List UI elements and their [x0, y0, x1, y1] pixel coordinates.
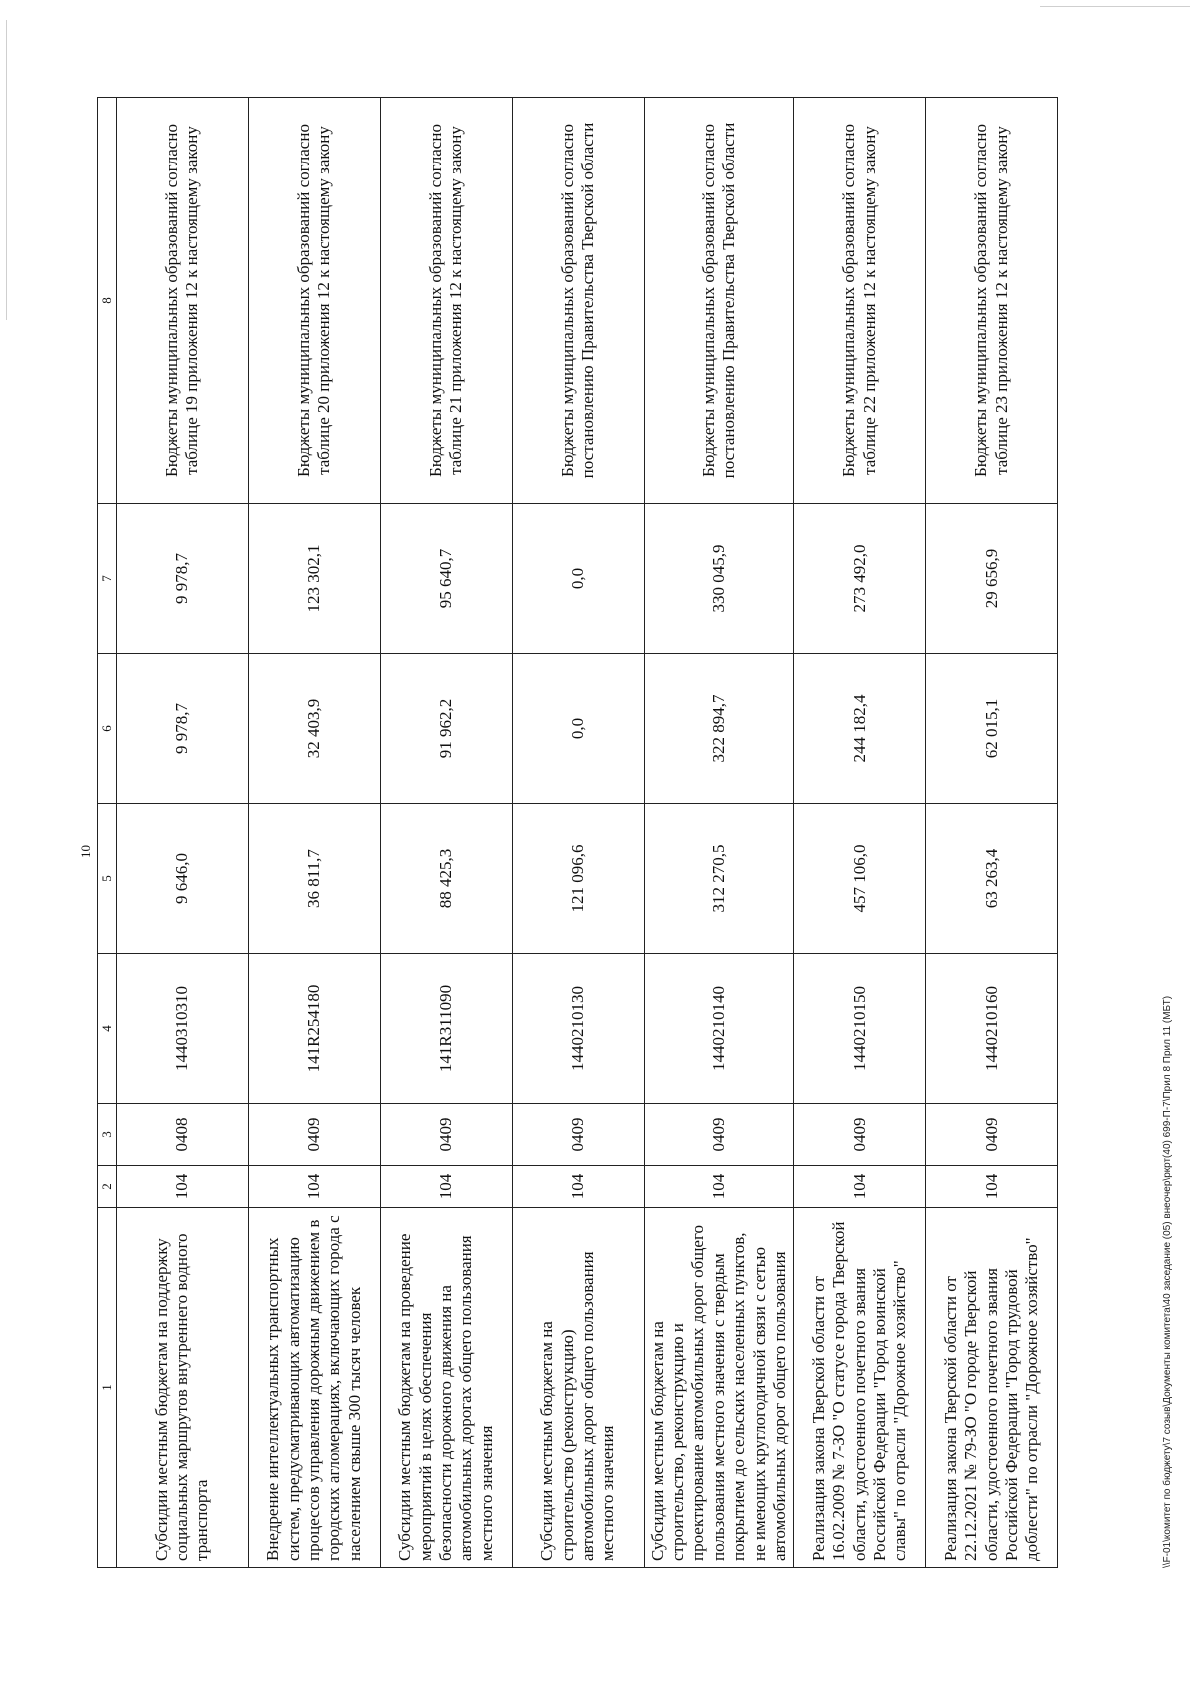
- row-name: Субсидии местным бюджетам на поддержку социальных маршрутов внутреннего водного транспорта: [116, 1208, 248, 1568]
- row-value-6: 91 962,2: [380, 654, 512, 804]
- row-code-2: 104: [248, 1166, 380, 1208]
- row-target-code: 1440210140: [644, 954, 794, 1104]
- row-value-7: 9 978,7: [116, 504, 248, 654]
- table-row: [116, 98, 248, 1568]
- row-code-3: 0409: [794, 1104, 926, 1166]
- row-value-7: 29 656,9: [926, 504, 1058, 654]
- row-value-7: 95 640,7: [380, 504, 512, 654]
- row-name: Субсидии местным бюджетам на строительство (реконструкцию) автомобильных дорог общего пользования местного значения: [512, 1208, 644, 1568]
- row-name: Реализация закона Тверской области от 16.02.2009 № 7-ЗО "О статусе города Тверской области, удостоенного почетного звания Российской Федерации "Город воинской славы" по отрасли "Дорожное хозяйство": [794, 1208, 926, 1568]
- row-target-code: 141R254180: [248, 954, 380, 1104]
- row-value-7: 330 045,9: [644, 504, 794, 654]
- row-target-code: 1440210160: [926, 954, 1058, 1104]
- row-value-7: 273 492,0: [794, 504, 926, 654]
- row-value-7: 0,0: [512, 504, 644, 654]
- row-value-6: 0,0: [512, 654, 644, 804]
- row-value-7: 123 302,1: [248, 504, 380, 654]
- row-name: Субсидии местным бюджетам на строительство, реконструкцию и проектирование автомобильных дорог общего пользования местного значения с твердым покрытием до сельских населенных пунктов, не имеющих круглогодичной связи с сетью автомобильных дорог общего пользования: [644, 1208, 794, 1568]
- table-row: [512, 98, 644, 1568]
- row-code-2: 104: [794, 1166, 926, 1208]
- row-name: Субсидии местным бюджетам на проведение мероприятий в целях обеспечения безопасности дорожного движения на автомобильных дорогах общего пользования местного значения: [380, 1208, 512, 1568]
- row-code-2: 104: [644, 1166, 794, 1208]
- table-row: [644, 98, 794, 1568]
- row-destination: Бюджеты муниципальных образований согласно таблице 20 приложения 12 к настоящему закону: [248, 98, 380, 504]
- row-value-6: 32 403,9: [248, 654, 380, 804]
- budget-table: [97, 97, 1058, 1568]
- row-code-3: 0408: [116, 1104, 248, 1166]
- row-destination: Бюджеты муниципальных образований согласно постановлению Правительства Тверской области: [512, 98, 644, 504]
- column-header: 3: [98, 1104, 117, 1166]
- row-destination: Бюджеты муниципальных образований согласно таблице 22 приложения 12 к настоящему закону: [794, 98, 926, 504]
- row-code-2: 104: [380, 1166, 512, 1208]
- footer-file-path: \\F-01\комитет по бюджету\7 созыв\Документы комитета\40 заседание (05) внеочер\ркрт(40) 699-П-7\Прил 8 Прил 11 (МБТ): [1162, 995, 1173, 1568]
- row-value-5: 36 811,7: [248, 804, 380, 954]
- table-header-row: [98, 98, 117, 1568]
- scan-artifact-line: [1040, 6, 1190, 7]
- page-number: 10: [78, 845, 93, 858]
- row-value-6: 62 015,1: [926, 654, 1058, 804]
- row-value-6: 244 182,4: [794, 654, 926, 804]
- row-code-2: 104: [116, 1166, 248, 1208]
- column-header: 7: [98, 504, 117, 654]
- column-header: 6: [98, 654, 117, 804]
- scan-artifact-edge: [6, 20, 7, 320]
- column-header: 1: [98, 1208, 117, 1568]
- row-name: Реализация закона Тверской области от 22.12.2021 № 79-ЗО "О городе Тверской области, удостоенного почетного звания Российской Федерации "Город трудовой доблести" по отрасли "Дорожное хозяйство": [926, 1208, 1058, 1568]
- column-header: 8: [98, 98, 117, 504]
- column-header: 4: [98, 954, 117, 1104]
- row-name: Внедрение интеллектуальных транспортных систем, предусматривающих автоматизацию процессов управления дорожным движением в городских агломерациях, включающих города с населением свыше 300 тысяч человек: [248, 1208, 380, 1568]
- table-row: [248, 98, 380, 1568]
- row-code-3: 0409: [644, 1104, 794, 1166]
- row-target-code: 1440210130: [512, 954, 644, 1104]
- column-header: 5: [98, 804, 117, 954]
- row-target-code: 1440210150: [794, 954, 926, 1104]
- row-target-code: 141R311090: [380, 954, 512, 1104]
- row-value-6: 9 978,7: [116, 654, 248, 804]
- row-value-5: 63 263,4: [926, 804, 1058, 954]
- row-destination: Бюджеты муниципальных образований согласно таблице 21 приложения 12 к настоящему закону: [380, 98, 512, 504]
- row-code-3: 0409: [926, 1104, 1058, 1166]
- row-value-5: 312 270,5: [644, 804, 794, 954]
- row-value-5: 9 646,0: [116, 804, 248, 954]
- row-value-5: 88 425,3: [380, 804, 512, 954]
- row-code-3: 0409: [512, 1104, 644, 1166]
- row-code-2: 104: [926, 1166, 1058, 1208]
- table-row: [926, 98, 1058, 1568]
- row-code-2: 104: [512, 1166, 644, 1208]
- table-row: [380, 98, 512, 1568]
- row-code-3: 0409: [248, 1104, 380, 1166]
- row-value-5: 121 096,6: [512, 804, 644, 954]
- row-destination: Бюджеты муниципальных образований согласно постановлению Правительства Тверской области: [644, 98, 794, 504]
- row-destination: Бюджеты муниципальных образований согласно таблице 23 приложения 12 к настоящему закону: [926, 98, 1058, 504]
- row-value-5: 457 106,0: [794, 804, 926, 954]
- row-destination: Бюджеты муниципальных образований согласно таблице 19 приложения 12 к настоящему закону: [116, 98, 248, 504]
- row-target-code: 1440310310: [116, 954, 248, 1104]
- table-row: [794, 98, 926, 1568]
- column-header: 2: [98, 1166, 117, 1208]
- row-code-3: 0409: [380, 1104, 512, 1166]
- row-value-6: 322 894,7: [644, 654, 794, 804]
